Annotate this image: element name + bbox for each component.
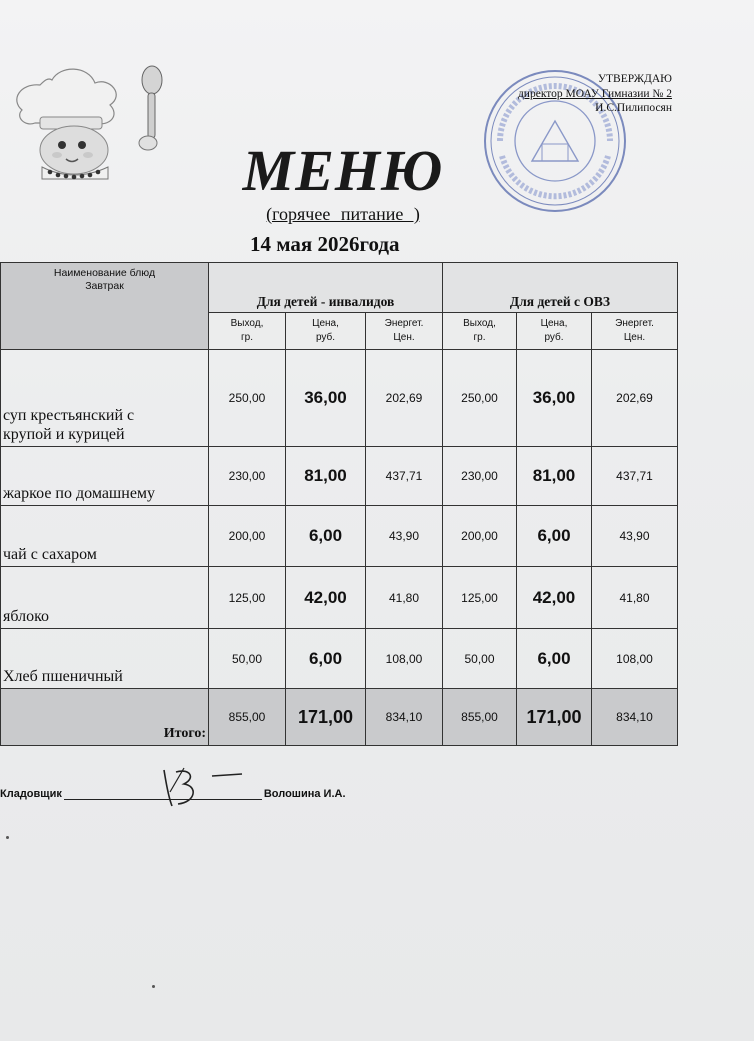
dish-name: Хлеб пшеничный <box>1 629 209 689</box>
weight-cell: 50,00 <box>209 629 286 689</box>
table-row <box>1 629 678 689</box>
energy-cell: 43,90 <box>592 506 678 567</box>
price-cell: 81,00 <box>517 447 592 506</box>
subheader-energy: Энергет. Цен. <box>366 313 443 350</box>
approval-block <box>518 72 672 116</box>
energy-cell: 108,00 <box>592 629 678 689</box>
weight-cell: 200,00 <box>443 506 517 567</box>
energy-cell: 202,69 <box>592 350 678 447</box>
energy-cell: 43,90 <box>366 506 443 567</box>
total-energy: 834,10 <box>592 689 678 746</box>
energy-cell: 41,80 <box>592 567 678 629</box>
energy-cell: 437,71 <box>366 447 443 506</box>
price-cell: 36,00 <box>517 350 592 447</box>
weight-cell: 250,00 <box>443 350 517 447</box>
title-block <box>228 140 458 224</box>
price-cell: 81,00 <box>286 447 366 506</box>
approval-position: директор МОАУ Гимназии № 2 <box>517 87 672 100</box>
signer-name: Волошина И.А. <box>263 788 346 800</box>
chef-illustration <box>0 55 175 180</box>
price-cell: 6,00 <box>286 506 366 567</box>
subheader-weight: Выход, гр. <box>443 313 517 350</box>
page-title: МЕНЮ <box>242 138 444 203</box>
weight-cell: 125,00 <box>443 567 517 629</box>
handwritten-signature <box>150 762 260 812</box>
price-cell: 6,00 <box>286 629 366 689</box>
header-group-disabled: Для детей - инвалидов <box>209 263 443 313</box>
total-energy: 834,10 <box>366 689 443 746</box>
speck <box>6 836 9 839</box>
menu-date: 14 мая 2026года <box>250 232 400 256</box>
weight-cell: 230,00 <box>443 447 517 506</box>
approval-heading: УТВЕРЖДАЮ <box>597 73 672 85</box>
total-weight: 855,00 <box>209 689 286 746</box>
weight-cell: 250,00 <box>209 350 286 447</box>
energy-cell: 437,71 <box>592 447 678 506</box>
table-row <box>1 350 678 447</box>
weight-cell: 200,00 <box>209 506 286 567</box>
price-cell: 6,00 <box>517 506 592 567</box>
dish-name: яблоко <box>1 567 209 629</box>
table-row <box>1 506 678 567</box>
energy-cell: 202,69 <box>366 350 443 447</box>
table-row <box>1 447 678 506</box>
signer-role: Кладовщик <box>0 788 62 800</box>
header-dish-name: Наименование блюд Завтрак <box>1 263 209 350</box>
dish-name: суп крестьянский с крупой и курицей <box>1 350 209 447</box>
dish-name: чай с сахаром <box>1 506 209 567</box>
signature-blank <box>64 789 262 800</box>
energy-cell: 108,00 <box>366 629 443 689</box>
total-price: 171,00 <box>517 689 592 746</box>
subheader-price: Цена, руб. <box>517 313 592 350</box>
table-row <box>1 567 678 629</box>
menu-table <box>0 262 678 746</box>
subheader-weight: Выход, гр. <box>209 313 286 350</box>
approval-director-name: И.С.Пилипосян <box>595 102 672 114</box>
energy-cell: 41,80 <box>366 567 443 629</box>
page-subtitle: (горячее питание ) <box>266 204 420 224</box>
price-cell: 42,00 <box>517 567 592 629</box>
weight-cell: 50,00 <box>443 629 517 689</box>
weight-cell: 230,00 <box>209 447 286 506</box>
speck <box>152 985 155 988</box>
total-label: Итого: <box>1 689 209 746</box>
subheader-energy: Энергет. Цен. <box>592 313 678 350</box>
price-cell: 36,00 <box>286 350 366 447</box>
total-weight: 855,00 <box>443 689 517 746</box>
signature-line <box>0 788 346 800</box>
total-row <box>1 689 678 746</box>
subheader-price: Цена, руб. <box>286 313 366 350</box>
price-cell: 6,00 <box>517 629 592 689</box>
dish-name: жаркое по домашнему <box>1 447 209 506</box>
header-group-ovz: Для детей с ОВЗ <box>443 263 678 313</box>
price-cell: 42,00 <box>286 567 366 629</box>
total-price: 171,00 <box>286 689 366 746</box>
weight-cell: 125,00 <box>209 567 286 629</box>
